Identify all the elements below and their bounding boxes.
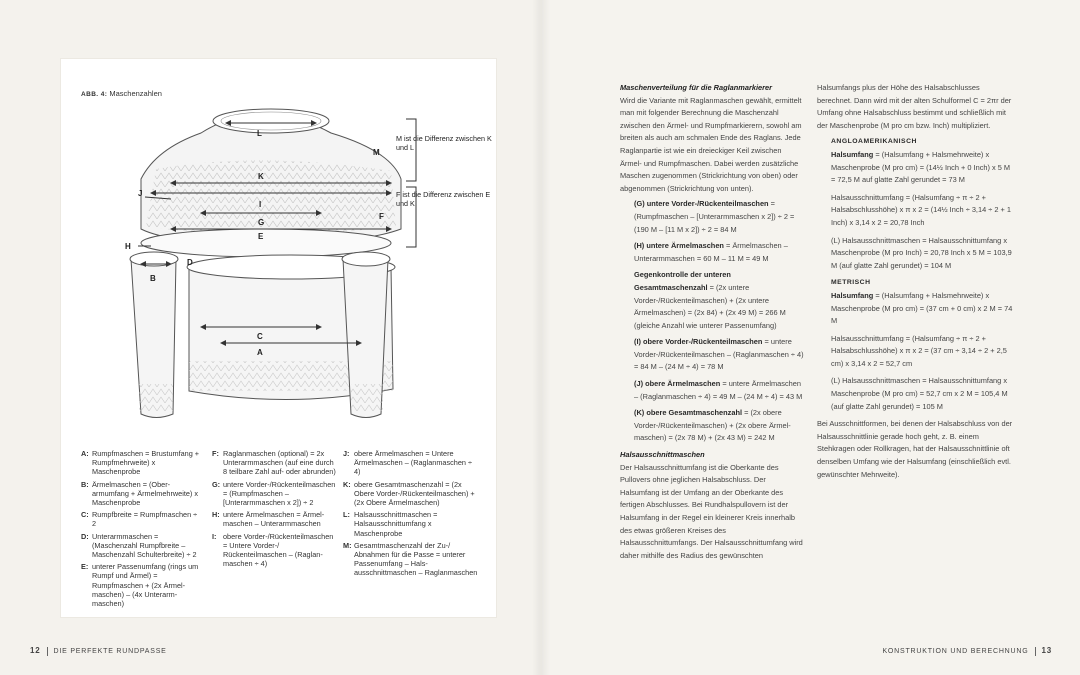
calc-i-head: (I) obere Vorder-/Rückenteilmaschen [634, 337, 763, 347]
page-number-left: 12 [30, 646, 41, 655]
legend-text: obere Ärmelmaschen = Untere Ärmelmaschen – (Raglanmaschen ÷ 4) [354, 449, 472, 477]
book-gutter [532, 0, 550, 675]
legend-key: M: [343, 540, 352, 550]
letter-c: C [257, 332, 263, 341]
calc-h [634, 240, 805, 265]
ang-1 [831, 149, 1013, 187]
legend-text: obere Gesamtmaschenzahl = (2x Obere Vorder-/Rückenteilmaschen) + (2x Obere Ärmelmaschen) [354, 479, 475, 508]
footer-right [882, 646, 1052, 656]
yoke-shape [141, 109, 401, 244]
legend-text: untere Vorder-/Rückenteilmaschen = (Rumpfmaschen – [Unterarmmaschen x 2]) ÷ 2 [223, 479, 336, 508]
calc-g-head: (G) untere Vorder-/Rückenteilmaschen [634, 199, 769, 209]
ang-1-body: = (Halsumfang + Halsmehrweite) x Maschenprobe (M pro cm) = (14½ Inch + 0 Inch) x 5 M = 72,5 M auf glatte Zahl gerundet = 73 M [831, 149, 1011, 185]
legend-key: E: [81, 562, 89, 572]
letter-e: E [258, 232, 264, 241]
legend-item [81, 510, 201, 528]
calc-j-body: = untere Ärmelmaschen – (Raglanmaschen ÷ 4) = 49 M – (24 M ÷ 4) = 43 M [634, 379, 803, 401]
legend-key: J: [343, 449, 350, 458]
legend-key: C: [81, 510, 89, 520]
legend-item [81, 480, 201, 508]
calc-check [634, 269, 805, 332]
calc-check-head: Gegenkontrolle der unteren Gesamtmaschenzahl [634, 270, 731, 292]
ang-2: Halsausschnittumfang = (Halsumfang ÷ π ÷ 2 + Halsabschlusshöhe) x π x 2 = (14½ Inch ÷ 3,14 ÷ 2 + 1 Inch) x 3,14 x 2 = 20,78 Inch [831, 192, 1012, 227]
ang-1-head: Halsumfang [831, 149, 874, 159]
figure-label: ABB. 4: [81, 91, 108, 98]
legend-text: Halsausschnittmaschen = Halsausschnittumfang x Maschenprobe [354, 510, 438, 538]
legend-col-2 [212, 449, 336, 571]
page-number-right: 13 [1041, 646, 1052, 655]
calc-k-body: = (2x obere Vorder-/Rückenteilmaschen) + (2x obere Ärmelmaschen) = (2x 78 M) + (2x 43 M) = 242 M [634, 408, 791, 443]
metric-heading: METRISCH [831, 279, 871, 287]
running-title-left: DIE PERFEKTE RUNDPASSE [53, 648, 167, 655]
legend-text: Rumpfbreite = Rumpfmaschen ÷ 2 [92, 510, 198, 529]
calc-j-head: (J) obere Ärmelmaschen [634, 379, 721, 389]
legend-item [81, 449, 201, 477]
legend-item [343, 541, 479, 578]
legend-item [212, 480, 336, 508]
met-1-body: = (Halsumfang + Halsmehrweite) x Maschenprobe (M pro cm) = (37 cm + 0 cm) x 2 M = 74 M [831, 290, 1013, 326]
footer-left [30, 646, 167, 656]
letter-d: D [187, 258, 193, 267]
legend-text: Ärmelmaschen = (Oberarmumfang + Ärmelmehrweite) x Maschenprobe [92, 479, 199, 508]
legend-text: Rumpfmaschen = Brustumfang + Rumpfmehrweite) x Maschenprobe [92, 449, 200, 477]
legend-item [212, 532, 336, 569]
legend-text: unterer Passenumfang (rings um Rumpf und Ärmel) = Rumpfmaschen + (2x Ärmelmaschen) – (4x Unterarmmaschen) [92, 562, 199, 609]
calc-k [634, 407, 805, 445]
footer-separator [1035, 647, 1036, 656]
closing-paragraph: Bei Ausschnittformen, bei denen der Halsabschluss von der Halsausschnittlinie gerade hoch geht, z. B. einem Stehkragen oder Rollkragen, hat der Halsausschnittlinie oft denselben Umfang wie der Halsumfang (einschließlich evtl. gewünschter Mehrweite). [817, 419, 1013, 479]
letter-f: F [379, 212, 384, 221]
figure-title: Maschenzahlen [109, 89, 162, 98]
calc-i [634, 336, 805, 374]
note-f: F ist die Differenz zwischen E und K [396, 190, 491, 208]
raglan-intro: Wird die Variante mit Raglanmaschen gewählt, ermittelt man mit folgender Berechnung die Maschenzahl zwischen den Ärmel- und Rumpfmarkierern, sowohl am breiten als auch am schmalen Ende des Raglans. Jede Raglanpartie ist wie ein dreieckiger Keil zwischen Ärmel- und Rumpfmaschen. Dabei werden zusätzliche Maschen zugenommen (Strickrichtung von oben) oder abgenommen (Strickrichtung von unten). [620, 95, 802, 193]
legend-item [212, 510, 336, 528]
letter-i: I [259, 200, 262, 209]
calc-g-body: = (Rumpfmaschen – [Unterarmmaschen x 2]) ÷ 2 = (190 M – [11 M x 2]) ÷ 2 = 84 M [634, 199, 795, 234]
figure-caption [81, 89, 162, 98]
neck-intro: Der Halsausschnittumfang ist die Oberkante des Pullovers ohne jeglichen Halsabschluss. Der Halsumfang ist der Umfang an der Oberkante des fertigen Abschlusses. Bei Rundhalspullovern ist der Halsumfang in der Regel ein kleinerer Kreis innerhalb des etwas größeren Kreises des Halsausschnittumfangs. Der Halsausschnittumfang wird daher mithilfe des Radius des gewünschten [620, 462, 803, 560]
legend-key: I: [212, 531, 217, 541]
legend-text: untere Ärmelmaschen = Ärmelmaschen – Unterarmmaschen [223, 510, 325, 529]
met-3: (L) Halsausschnittmaschen = Halsausschnittumfang x Maschenprobe (M pro cm) = 52,7 cm x 2 M = 105,4 M (auf glatte Zahl gerundet) = 105 M [831, 376, 1008, 411]
legend-key: A: [81, 449, 89, 458]
calc-g [634, 198, 805, 236]
angloam-heading: ANGLOAMERIKANISCH [831, 138, 917, 146]
ang-3: (L) Halsausschnittmaschen = Halsausschnittumfang x Maschenprobe (M pro Inch) = 20,78 Inch x 5 M = 103,9 M (auf glatte Zahl gerundet) = 104 M [831, 235, 1012, 270]
legend-col-1 [81, 449, 201, 611]
legend-text: Raglanmaschen (optional) = 2x Unterarmmaschen (auf eine durch 8 teilbare Zahl auf- oder abrunden) [223, 449, 336, 477]
raglan-heading: Maschenverteilung für die Raglanmarkierer [620, 83, 772, 92]
legend-item [343, 449, 479, 477]
letter-m: M [373, 148, 380, 157]
letter-l: L [257, 129, 262, 138]
calc-check-body: = (2x untere Vorder-/Rückenteilmaschen) + (2x untere Ärmelmaschen) = (2x 84) + (2x 49 M) = 266 M (gleiche Anzahl wie unterer Passenumfang) [634, 282, 786, 330]
figure-panel [60, 58, 497, 618]
legend-text: obere Vorder-/Rückenteilmaschen = Untere Vorder-/ Rückenteilmaschen – (Raglanmaschen ÷ 4) [223, 531, 334, 569]
letter-k: K [258, 172, 264, 181]
legend-text: Gesamtmaschenzahl der Zu-/ Abnahmen für die Passe = unterer Passenumfang – Halsausschnittmaschen – Raglanmaschen [354, 540, 478, 578]
legend-item [81, 562, 201, 608]
legend-key: L: [343, 510, 350, 520]
legend-col-3 [343, 449, 479, 581]
calc-k-head: (K) obere Gesamtmaschenzahl [634, 408, 743, 418]
legend-key: H: [212, 510, 220, 520]
legend-item [81, 532, 201, 560]
legend-item [212, 449, 336, 477]
legend-key: G: [212, 479, 221, 489]
text-column-1 [620, 82, 805, 562]
letter-b: B [150, 274, 156, 283]
note-m: M ist die Differenz zwischen K und L [396, 134, 492, 152]
legend-item [343, 510, 479, 538]
running-title-right: KONSTRUKTION UND BERECHNUNG [882, 648, 1029, 655]
legend-key: F: [212, 449, 219, 458]
legend-item [343, 480, 479, 508]
met-2: Halsausschnittumfang = (Halsumfang ÷ π ÷ 2 + Halsabschlusshöhe) x π x 2 = (37 cm ÷ 3,14 ÷ 2 + 2,5 cm) x 3,14 x 2 = 52,7 cm [831, 333, 1007, 368]
calc-i-body: = untere Vorder-/Rückenteilmaschen – (Raglanmaschen ÷ 4) = 84 M – (24 M ÷ 4) = 78 M [634, 337, 804, 372]
calc-j [634, 378, 805, 403]
col2-intro: Halsumfangs plus der Höhe des Halsabschlusses berechnet. Dann wird mit der alten Schulformel C = 2πr der Umfang ohne Halsabschluss bestimmt und schließlich mit der Maschenprobe (M pro cm bzw. Inch) multipliziert. [817, 83, 1012, 130]
letter-h: H [125, 242, 131, 251]
text-column-2 [817, 82, 1013, 481]
legend-text: Unterarmmaschen = (Maschenzahl Rumpfbreite – Maschenzahl Schulterbreite) ÷ 2 [92, 531, 197, 560]
calc-h-head: (H) untere Ärmelmaschen [634, 241, 724, 251]
legend-key: D: [81, 531, 89, 541]
letter-a: A [257, 348, 263, 357]
met-1-head: Halsumfang [831, 290, 874, 300]
neck-heading: Halsausschnittmaschen [620, 450, 705, 460]
footer-separator [47, 647, 48, 656]
letter-j: J [138, 189, 143, 198]
met-1 [831, 290, 1013, 328]
calc-h-body: = Ärmelmaschen – Unterarmmaschen = 60 M – 11 M = 49 M [634, 241, 788, 263]
letter-g: G [258, 218, 265, 227]
legend-key: K: [343, 479, 351, 489]
legend-key: B: [81, 479, 89, 489]
